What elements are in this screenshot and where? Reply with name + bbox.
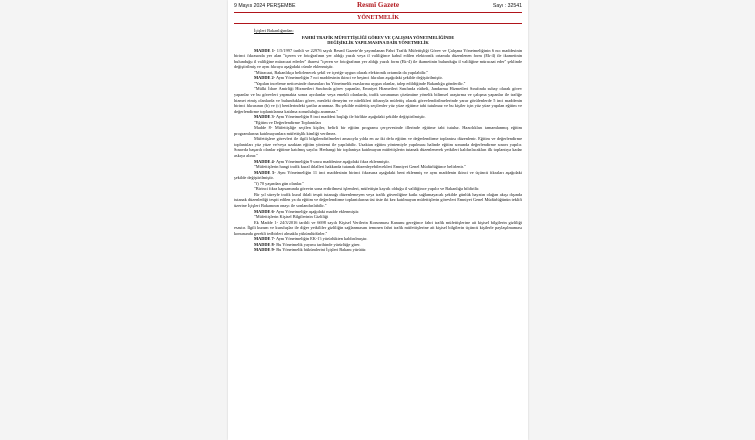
article-number: MADDE 4- (254, 158, 276, 164)
section-title: YÖNETMELİK (356, 15, 399, 21)
issue-date: 9 Mayıs 2024 PERŞEMBE (234, 3, 296, 9)
paragraph-text: "Birinci fıkra kapsamında görevin sona erdirilmesi işlemleri, müfettişin kayıtlı olduğu il valiliğince yapılır ve Bakanlığa bildirilir. (254, 186, 480, 192)
paragraph (234, 247, 522, 253)
article-number: MADDE 8- (254, 241, 276, 247)
article-number: MADDE 2- (254, 75, 276, 81)
header-divider (234, 12, 522, 13)
paragraph (234, 136, 522, 158)
issue-number: Sayı : 32541 (492, 3, 522, 9)
paragraph (234, 125, 522, 136)
article-number: MADDE 1- (254, 47, 276, 53)
paragraph-text: "Eğitim ve Değerlendirme Toplantıları (254, 119, 322, 125)
gazette-page (228, 0, 528, 440)
paragraph-text: 1/5/1997 tarihli ve 22976 sayılı Resmî Gazete'de yayımlanan Fahri Trafik Müfettişliği Görev ve Çalışma Yönetmeliğinin 6 ncı maddesinin birinci fıkrasında yer alan "içeren ve fotoğrafının yer aldığı yazılı veya il valiliğince kabul edilen elektronik ortamda düzenlenen form (Ek-4) ile ikametinin bulunduğu il valiliğine müracaat ederler" ibaresi "içeren ve fotoğrafının yer aldığı yazılı form (Ek-4) ile ikametinin bulunduğu il valiliğine müracaat eder" şeklinde değiştirilmiş ve aynı fıkraya aşağıdaki cümle eklenmiştir. (234, 47, 523, 70)
regulation-title (234, 35, 522, 46)
paragraph-text: Ek Madde 1- 24/3/2016 tarihli ve 6698 sayılı Kişisel Verilerin Korunması Kanunu gereğince fahri trafik müfettişlerine ait kişisel bilgilerin gizliliği esastır. İlgili kurum ve kuruluşlar ile diğer yetkililer gizliliğin sağlanmasını temınen fahri trafik müfettişlerine ait kişisel bilgilerin üçüncü kişilerle paylaşılmaması konusunda gerekli tedbirleri almakla yükümlüdürler." (234, 219, 522, 236)
paragraph-text: "f) 70 yaşından gün olanlar." (254, 180, 304, 186)
paragraph-text: "Mülki İdare Amirliği Hizmetleri Sınıfında görev yapanlar, Emniyet Hizmetleri Sınıfında rütbeli, Jandarma Hizmetleri Sınıfında subay olarak görev yapanlar ve bu görevleri yapmakta sonra ayrılanlar veya emekli olanlarda, trafik sorununun çözümüne yönelik bilimsel araştırma ve çalışma yapanlar ile trafiğe hizmet etmiş olanlarda ve bulundukları görev, mesleki deneyim ve nitelikleri itibarıyla müfettiş olarak görevlendirilmelerinde yarar görülenlerde 5 inci maddenin birinci fıkrasının (b) ve (c) bentlerindeki şartlar aranmaz. Bu şekilde müfettiş seçilenler yüz yüze eğitime tabi tutulmaz ve bu kişiler için yüz yüze yapılan eğitim ve değerlendirme toplantılarına katılma zorunluluğu aranmaz." (234, 86, 522, 114)
article-number: MADDE 6- (254, 208, 276, 214)
paragraph-text: "Yapılan inceleme neticesinde durumları bu Yönetmelik esaslarına uygun olanlar, talep edildiğinde Bakanlığa gönderilir." (254, 80, 466, 86)
title-line-1: FAHRİ TRAFİK MÜFETTİŞLİĞİ GÖREV VE ÇALIŞMA YÖNETMELİĞİNDE (301, 34, 455, 40)
paragraph-text: Aynı Yönetmeliğe aşağıdaki madde eklenmiştir. (275, 208, 360, 214)
ministry-line: İçişleri Bakanlığından: (254, 28, 294, 33)
paragraph (234, 192, 522, 209)
paragraph-text: Müfettişlere görevleri ile ilgili bilgilendirilmeleri amacıyla yılda en az iki defa eğitim ve değerlendirme toplantısı düzenlenir. Eğitim ve değerlendirme toplantıları yüz yüze ve/veya uzaktan eğitim yöntemi ile yapılabilir. Uzaktan eğitim yöntemiyle yapılması halinde eğitim sonunda değerlendirme sınavı yapılır. Sınavda başarılı olanlar eğitime katılmış sayılır. Herhangi bir toplantıya katılmayan müfettişlerin tutanak düzenlenerek yetkileri kaldırılacakları ilk toplantıya kadar askıya alınır." (234, 136, 522, 159)
paragraph-text: Aynı Yönetmeliğin 8 inci maddesi başlığı ile birlikte aşağıdaki şekilde değiştirilmiştir. (275, 114, 426, 120)
title-line-2: DEĞİŞİKLİK YAPILMASINA DAİR YÖNETMELİK (327, 40, 429, 46)
paragraph-text: Bir yıl süreyle trafik kural ihlali tespit tutanağı düzenlemeyen veya trafik güvenliğine katkı sağlamayacak şekilde günlük hayatın olağan akışı dışında tutanak düzenlediği tespit edilen ya da eğitim ve değerlendirme toplantılarına üst üste iki kez katılmayan müfettişlerin görevleri Emniyet Genel Müdürlüğünün teklifi üzerine İçişleri Bakanının onayı ile sonlandırılabilir." (234, 191, 522, 208)
paragraph-text: "Müfettişlerin hangi trafik kural ihlalleri hakkında tutanak düzenleyebilecekleri Emniyet Genel Müdürlüğünce belirlenir." (254, 164, 466, 170)
article-list (234, 48, 522, 253)
paragraph (234, 220, 522, 237)
paragraph (234, 86, 522, 114)
paragraph-text: Bu Yönetmelik yayımı tarihinde yürürlüğe girer. (275, 241, 361, 247)
paragraph-text: "Müfettişlerin Kişisel Bilgilerinin Gizliliği (254, 214, 329, 220)
paragraph-text: Aynı Yönetmeliğin 7 nci maddesinin ikinci ve beşinci fıkraları aşağıdaki şekilde değiştirilmiştir. (275, 75, 443, 81)
paragraph-text: Bu Yönetmelik hükümlerini İçişleri Bakanı yürütür. (275, 247, 367, 253)
article-number: MADDE 5- (254, 169, 276, 175)
gazette-header (228, 0, 528, 12)
paragraph-text: Aynı Yönetmeliğin 9 uncu maddesine aşağıdaki fıkra eklenmiştir. (275, 158, 390, 164)
paragraph-text: Aynı Yönetmeliğin 11 inci maddesinin birinci fıkrasına aşağıdaki bent eklenmiş ve aynı maddenin ikinci ve üçüncü fıkraları aşağıdaki şekilde değiştirilmiştir. (234, 169, 522, 181)
article-number: MADDE 9- (254, 247, 276, 253)
section-divider (234, 23, 522, 24)
article-number: MADDE 3- (254, 114, 276, 120)
paragraph-text: Aynı Yönetmeliğin EK-1'i yürürlükten kaldırılmıştır. (275, 236, 368, 242)
paragraph (234, 170, 522, 181)
paragraph-text: "Müracaat, Bakanlıkça belirlenecek şekil ve içeriğe uygun olarak elektronik ortamda da yapılabilir." (254, 69, 429, 75)
paragraph-text: Madde 8- Müfettişliğe seçilen kişiler, belirli bir eğitim programı çerçevesinde illerinde eğitime tabi tutulur. Hazırlıkları tamamlanmış eğitim programlarına katılmayanlara müfettişlik kimliği verilmez. (234, 125, 522, 136)
article-number: MADDE 7- (254, 236, 276, 242)
document-body (234, 28, 522, 253)
paragraph (234, 48, 522, 70)
gazette-name: Resmî Gazete (356, 1, 400, 9)
